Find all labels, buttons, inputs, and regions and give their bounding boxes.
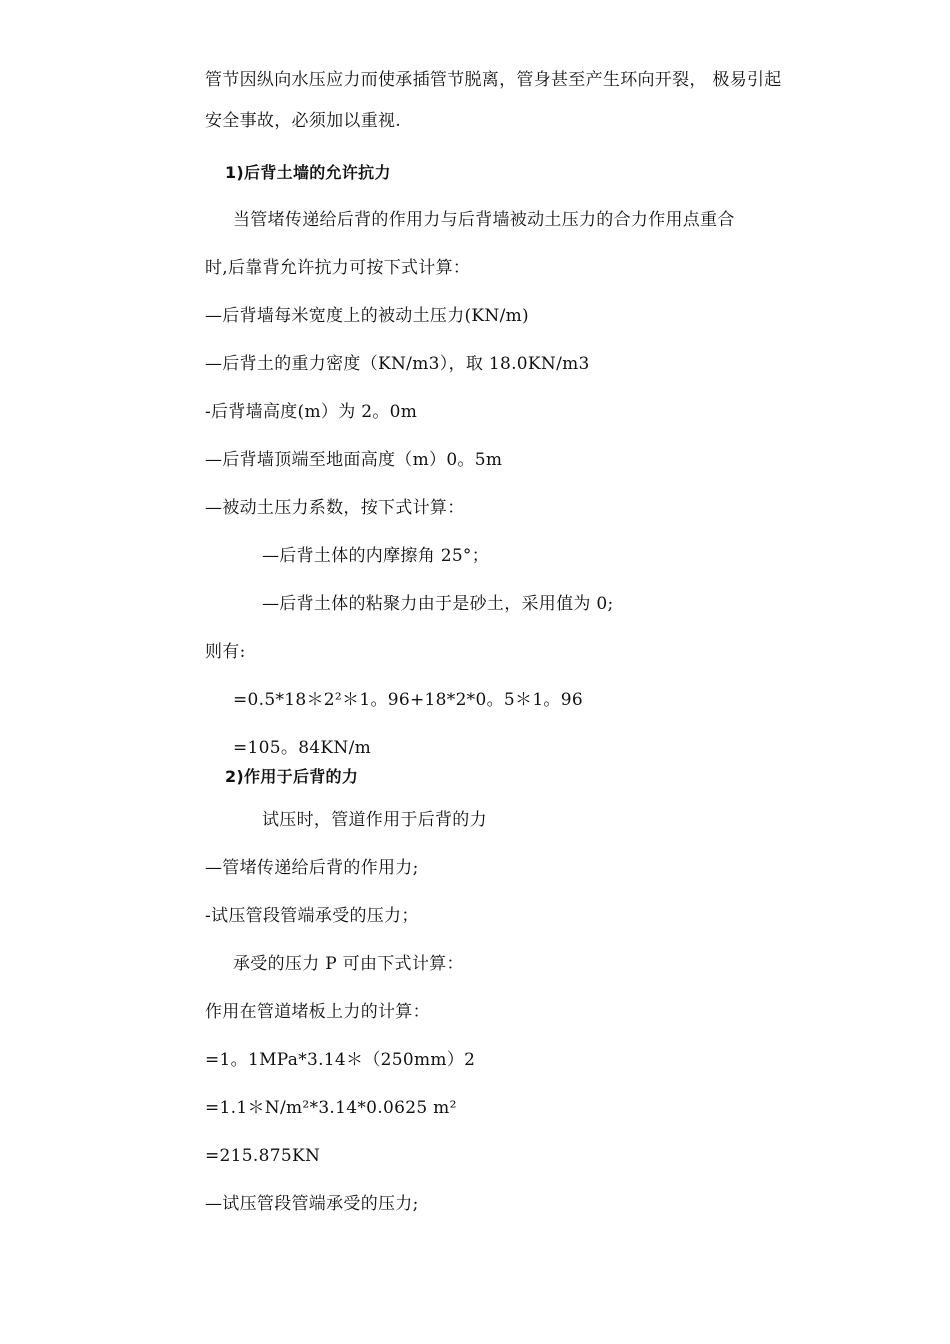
calculation-line-2: =105。84KN/m — [233, 738, 372, 758]
definition-plug-force: —管堵传递给后背的作用力; — [205, 858, 419, 878]
definition-cohesion: —后背土体的粘聚力由于是砂土，采用值为 0; — [262, 594, 614, 614]
definition-wall-top-height: —后背墙顶端至地面高度（m）0。5m — [205, 450, 503, 470]
definition-end-pressure: -试压管段管端承受的压力； — [205, 906, 419, 926]
calculation-line-3: =1。1MPa*3.14＊（250mm）2 — [205, 1050, 476, 1070]
paragraph-2-line-1: 当管堵传递给后背的作用力与后背墙被动土压力的合力作用点重合 — [233, 210, 735, 230]
paragraph-5: 作用在管道堵板上力的计算： — [205, 1002, 430, 1022]
definition-friction-angle: —后背土体的内摩擦角 25°； — [262, 546, 490, 566]
calculation-line-4: =1.1＊N/m²*3.14*0.0625 m² — [205, 1098, 457, 1118]
definition-passive-pressure: —后背墙每米宽度上的被动土压力(KN/m) — [205, 306, 529, 326]
definition-pressure-coefficient: —被动土压力系数，按下式计算： — [205, 498, 465, 518]
paragraph-1-line-1: 管节因纵向水压应力而使承插管节脱离，管身甚至产生环向开裂， 极易引起 — [205, 70, 782, 90]
definition-end-pressure-2: —试压管段管端承受的压力; — [205, 1194, 419, 1214]
definition-soil-density: —后背土的重力密度（KN/m3），取 18.0KN/m3 — [205, 354, 590, 374]
definition-wall-height: -后背墙高度(m）为 2。0m — [205, 402, 418, 422]
paragraph-3: 试压时，管道作用于后背的力 — [262, 810, 487, 830]
then-label: 则有: — [205, 642, 246, 662]
paragraph-2-line-2: 时,后靠背允许抗力可按下式计算： — [205, 258, 471, 278]
paragraph-1-line-2: 安全事故，必须加以重视. — [205, 111, 402, 131]
calculation-line-5: =215.875KN — [205, 1146, 321, 1166]
calculation-line-1: =0.5*18＊2²＊1。96+18*2*0。5＊1。96 — [233, 690, 583, 710]
section-heading-2: 2)作用于后背的力 — [225, 767, 359, 786]
section-heading-1: 1)后背土墙的允许抗力 — [225, 163, 391, 182]
paragraph-4: 承受的压力 P 可由下式计算： — [233, 954, 464, 974]
